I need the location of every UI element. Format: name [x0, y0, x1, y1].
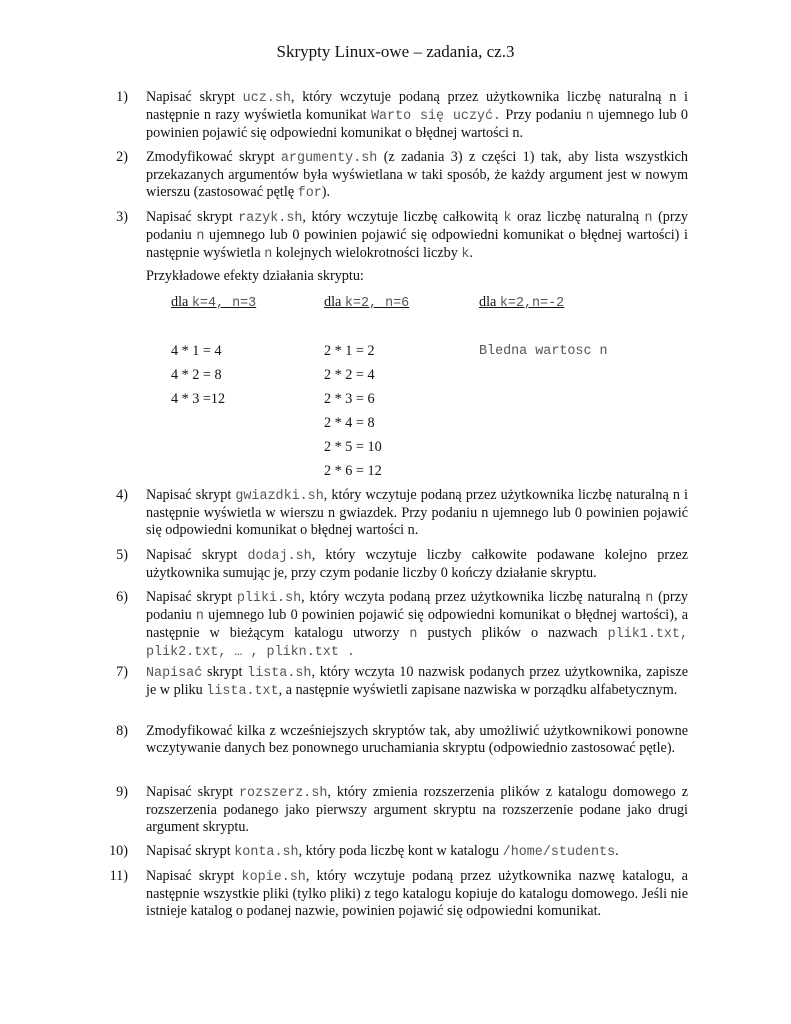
script-name: pliki.sh: [236, 591, 302, 606]
variable-code: k: [503, 211, 512, 226]
example-prefix: dla: [324, 294, 345, 310]
text: pustych plików o nazwach: [417, 625, 608, 641]
text: Przy podaniu: [501, 107, 586, 123]
task-number: 10): [109, 843, 128, 859]
example-line: 2 * 4 = 8: [324, 415, 375, 431]
example-line: Bledna wartosc n: [479, 344, 608, 359]
task-5: [116, 547, 688, 582]
task-7: [116, 664, 688, 700]
file-name: lista.txt: [206, 684, 279, 699]
variable-code: n: [264, 247, 273, 262]
example-params: k=4, n=3: [191, 296, 257, 311]
text: , który wczytuje liczbę całkowitą: [302, 209, 504, 225]
variable-code: n: [585, 109, 594, 124]
script-name: rozszerz.sh: [239, 786, 328, 801]
text: ujemnego lub 0 powinien pojawić się odpowiedni komunikat o błędnej wartości n.: [146, 107, 689, 141]
text: oraz liczbę naturalną: [511, 209, 645, 225]
text: kolejnych wielokrotności liczby: [272, 245, 462, 261]
text: Napisać skrypt: [146, 547, 248, 563]
text: Napisać skrypt: [146, 209, 239, 225]
message-code: Warto się uczyć.: [370, 109, 502, 124]
script-name: kopie.sh: [241, 870, 306, 885]
task-1: [116, 89, 689, 142]
script-name: konta.sh: [234, 845, 299, 860]
variable-code: n: [644, 211, 653, 226]
task-2: [116, 149, 688, 202]
text: , który wczytuje liczby całkowite podawane kolejno przez użytkownika sumując je, przy czym podanie liczby 0 kończy działanie skryptu.: [146, 547, 688, 581]
page-title: Skrypty Linux-owe – zadania, cz.3: [276, 42, 515, 61]
text: .: [469, 245, 473, 261]
task-number: 3): [116, 209, 128, 225]
example-line: 2 * 5 = 10: [324, 439, 382, 455]
task-number: 11): [109, 868, 128, 884]
text: (przy podaniu: [146, 589, 689, 623]
example-header-1: [171, 294, 256, 312]
keyword-code: for: [297, 186, 322, 201]
script-name: ucz.sh: [242, 91, 291, 106]
script-name: razyk.sh: [238, 211, 303, 226]
example-line: 4 * 3 =12: [171, 391, 226, 407]
script-name: dodaj.sh: [247, 549, 312, 564]
variable-code: n: [645, 591, 654, 606]
script-name: argumenty.sh: [280, 151, 378, 166]
examples-label: Przykładowe efekty działania skryptu:: [146, 268, 364, 284]
task-number: 8): [116, 723, 128, 739]
text: , który wczytuje podaną przez użytkownika nazwę katalogu, a następnie wszystkie pliki (tylko pliki) z tego katalogu kopiuje do katalogu domowego. Jeśli nie istnieje katalog o podanej nazwie, powinien pojawić się odpowiedni komunikat.: [146, 868, 688, 919]
script-name: lista.sh: [247, 666, 312, 681]
task-number: 5): [116, 547, 128, 563]
file-names-code: plik1.txt, plik2.txt, … , plikn.txt .: [146, 627, 688, 660]
text: , który wczyta podaną przez użytkownika liczbę naturalną: [301, 589, 646, 605]
text: , który poda liczbę kont w katalogu: [298, 843, 503, 859]
example-prefix: dla: [171, 294, 192, 310]
text: Napisać skrypt: [146, 487, 236, 503]
text: Napisać skrypt: [146, 89, 243, 105]
task-number: 4): [116, 487, 128, 503]
task-10: [109, 843, 688, 861]
task-number: 1): [116, 89, 128, 105]
example-header-3: [479, 294, 564, 312]
variable-code: n: [196, 229, 205, 244]
text: ).: [321, 184, 331, 200]
text: (przy podaniu: [146, 209, 689, 243]
task-number: 2): [116, 149, 128, 165]
example-line: 2 * 3 = 6: [324, 391, 375, 407]
text: , który wczytuje podaną przez użytkownika liczbę naturalną n i następnie n razy wyświetla komunikat: [146, 89, 688, 123]
script-name: gwiazdki.sh: [235, 489, 324, 504]
example-header-2: [324, 294, 409, 312]
task-6: [116, 589, 689, 661]
text: (z zadania 3) z części 1) tak, aby lista wszystkich przekazanych argumentów była wyświetlana w taki sposób, że każdy argument jest w nowym wierszu (zastosować pętlę: [146, 149, 688, 200]
task-11: [109, 868, 688, 920]
task-number: 9): [116, 784, 128, 800]
variable-code: n: [409, 627, 418, 642]
text: ujemnego lub 0 powinien pojawić się odpowiedni komunikat o błędnej wartości) i następnie wyświetla: [146, 227, 688, 261]
example-line: 4 * 1 = 4: [171, 343, 222, 359]
example-params: k=2, n=6: [344, 296, 410, 311]
text: .: [615, 843, 619, 859]
task-3: [116, 209, 689, 263]
example-line: 4 * 2 = 8: [171, 367, 222, 383]
variable-code: n: [195, 609, 204, 624]
text: , który wczyta 10 nazwisk podanych przez użytkownika, zapisze je w pliku: [146, 664, 688, 698]
text: Zmodyfikować kilka z wcześniejszych skryptów tak, aby umożliwić użytkownikowi ponowne wczytywanie danych bez ponownego uruchamiania skryptu (odpowiednio zastosować pętle).: [146, 723, 688, 756]
text: Napisać: [146, 666, 203, 681]
text: ujemnego lub 0 powinien pojawić się odpowiedni komunikat o błędnej wartości), a następnie w bieżącym katalogu utworzy: [146, 607, 688, 641]
text: skrypt: [202, 664, 248, 680]
text: Napisać skrypt: [146, 589, 237, 605]
example-line: 2 * 2 = 4: [324, 367, 375, 383]
example-prefix: dla: [479, 294, 500, 310]
text: Napisać skrypt: [146, 843, 235, 859]
text: , a następnie wyświetli zapisane nazwiska w porządku alfabetycznym.: [278, 682, 678, 698]
text: Napisać skrypt: [146, 784, 240, 800]
path-code: /home/students: [502, 845, 616, 860]
task-4: [116, 487, 688, 539]
variable-code: k: [461, 247, 470, 262]
task-number: 6): [116, 589, 128, 605]
text: , który zmienia rozszerzenia plików z katalogu domowego z rozszerzenia podanego jako pierwszy argument skryptu na rozszerzenie podane jako drugi argument skryptu.: [146, 784, 688, 835]
task-8: [116, 723, 688, 757]
text: Napisać skrypt: [146, 868, 242, 884]
example-params: k=2,n=-2: [499, 296, 565, 311]
text: Zmodyfikować skrypt: [146, 149, 281, 165]
task-number: 7): [116, 664, 128, 680]
task-9: [116, 784, 688, 836]
example-line: 2 * 1 = 2: [324, 343, 375, 359]
text: , który wczytuje podaną przez użytkownika liczbę naturalną n i następnie wyświetla w wierszu n gwiazdek. Przy podaniu n ujemnego lub 0 powinien pojawić się odpowiedni komunikat o błędnej wartości n.: [146, 487, 688, 538]
example-line: 2 * 6 = 12: [324, 463, 382, 479]
